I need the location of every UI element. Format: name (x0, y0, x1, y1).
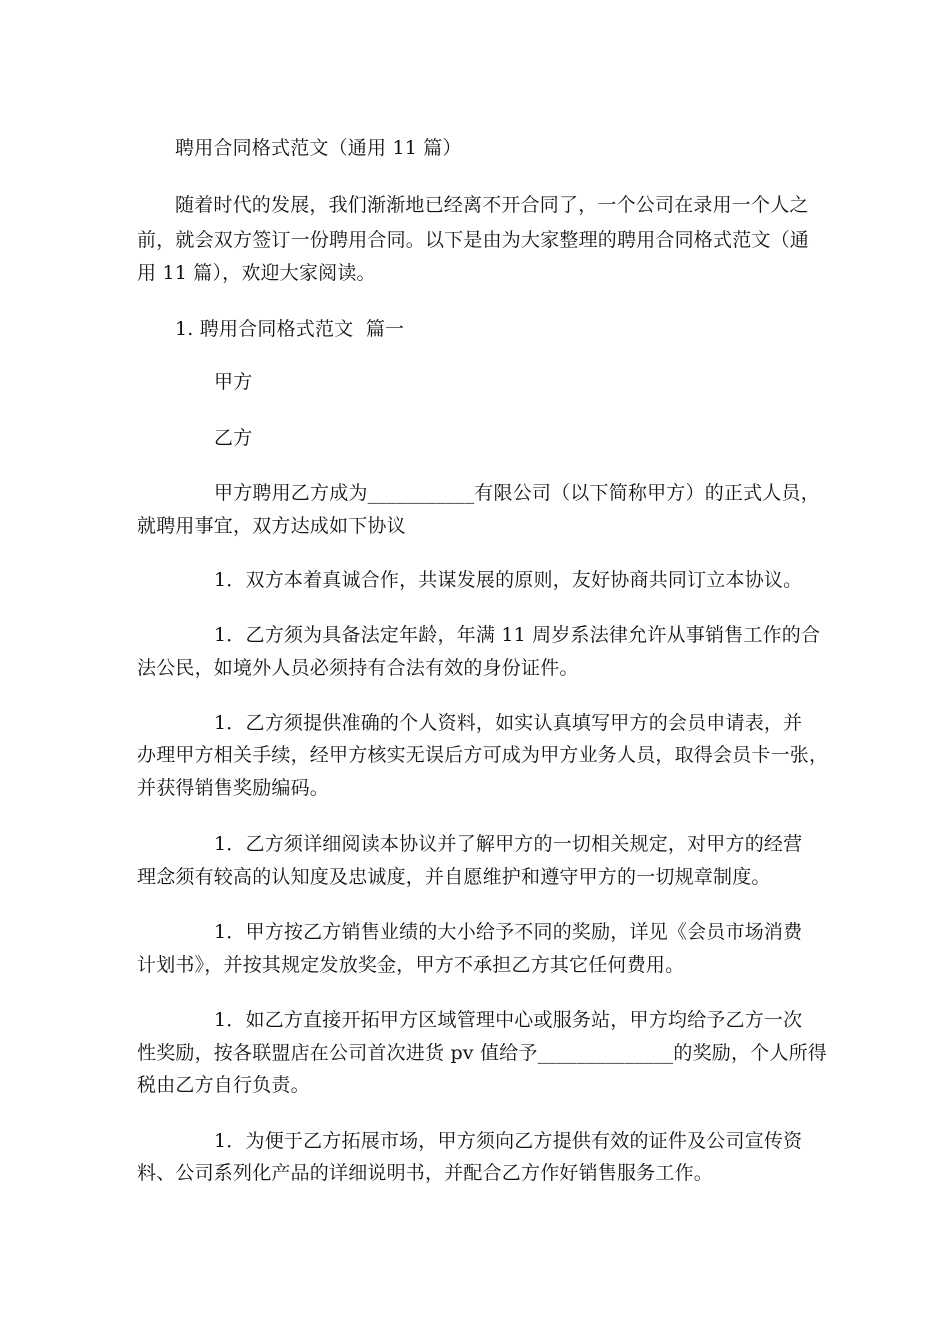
intro-line: 用 11 篇），欢迎大家阅读。 (137, 262, 376, 284)
clause-line: 1．乙方须详细阅读本协议并了解甲方的一切相关规定，对甲方的经营 (214, 833, 803, 855)
clause-line: 法公民，如境外人员必须持有合法有效的身份证件。 (137, 657, 579, 679)
clause-line: 性奖励，按各联盟店在公司首次进货 pv 值给予______________的奖励，个人所得 (137, 1042, 827, 1064)
clause-line: 并获得销售奖励编码。 (137, 777, 330, 799)
clause-line: 税由乙方自行负责。 (137, 1074, 310, 1096)
intro-line: 随着时代的发展，我们渐渐地已经离不开合同了，一个公司在录用一个人之 (175, 194, 809, 216)
clause-line: 料、公司系列化产品的详细说明书，并配合乙方作好销售服务工作。 (137, 1162, 714, 1184)
clause-line: 办理甲方相关手续，经甲方核实无误后方可成为甲方业务人员，取得会员卡一张， (137, 744, 829, 766)
clause-line: 1．甲方按乙方销售业绩的大小给予不同的奖励，详见《会员市场消费 (214, 921, 803, 943)
intro-line: 前，就会双方签订一份聘用合同。以下是由为大家整理的聘用合同格式范文（通 (137, 229, 810, 251)
party-a-label: 甲方 (214, 371, 253, 393)
section-heading: 1. 聘用合同格式范文 篇一 (175, 318, 405, 340)
clause-line: 理念须有较高的认知度及忠诚度，并自愿维护和遵守甲方的一切规章制度。 (137, 866, 771, 888)
clause-line: 1．如乙方直接开拓甲方区域管理中心或服务站，甲方均给予乙方一次 (214, 1009, 803, 1031)
preamble-line: 甲方聘用乙方成为___________有限公司（以下简称甲方）的正式人员， (214, 482, 820, 504)
clause-line: 1．乙方须为具备法定年龄，年满 11 周岁系法律允许从事销售工作的合 (214, 624, 821, 646)
clause-line: 1．为便于乙方拓展市场，甲方须向乙方提供有效的证件及公司宣传资 (214, 1130, 803, 1152)
preamble-line: 就聘用事宜，双方达成如下协议 (137, 515, 406, 537)
clause-line: 计划书》，并按其规定发放奖金，甲方不承担乙方其它任何费用。 (137, 954, 685, 976)
clause-line: 1．双方本着真诚合作，共谋发展的原则，友好协商共同订立本协议。 (214, 569, 803, 591)
document-title: 聘用合同格式范文（通用 11 篇） (175, 137, 462, 159)
clause-line: 1．乙方须提供准确的个人资料，如实认真填写甲方的会员申请表，并 (214, 712, 803, 734)
party-b-label: 乙方 (214, 427, 253, 449)
